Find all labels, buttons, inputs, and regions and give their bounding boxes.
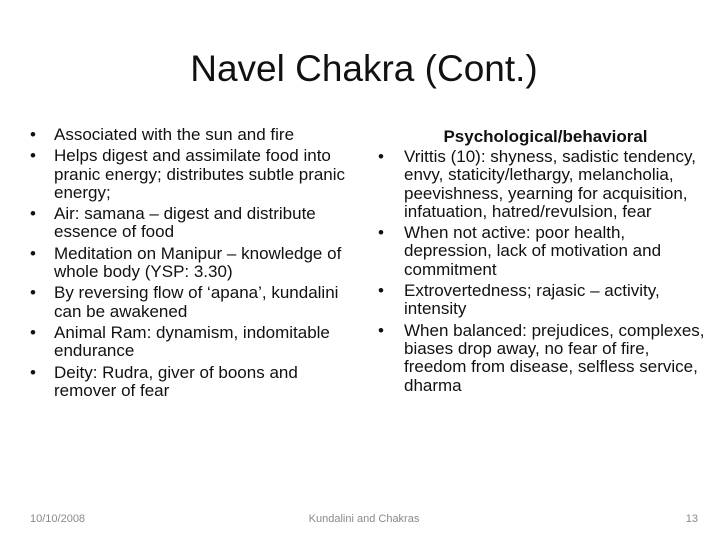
right-column-heading: Psychological/behavioral [443,127,648,146]
list-item [378,282,713,319]
bullet-icon: • [30,146,36,166]
list-item [378,148,713,221]
list-item-text: Deity: Rudra, giver of boons and remover of fear [54,362,298,400]
left-bullet-list [30,126,350,400]
list-item-text: Animal Ram: dynamism, indomitable endurance [54,322,330,361]
list-item-text: Air: samana – digest and distribute essence of food [54,204,316,242]
list-item [30,284,350,321]
list-item-text: When not active: poor health, depression, lack of motivation and commitment [404,223,662,279]
list-item [30,364,350,401]
footer-title: Kundalini and Chakras [308,513,420,525]
footer-date: 10/10/2008 [30,513,86,525]
bullet-icon: • [30,322,36,342]
bullet-icon: • [378,223,384,243]
list-item-text: Vrittis (10): shyness, sadistic tendency, envy, staticity/lethargy, melancholia, peevishness, yearning for acquisition, infatuation, hatred/revulsion, fear [404,147,696,221]
bullet-icon: • [30,283,36,303]
bullet-icon: • [30,243,36,263]
bullet-icon: • [378,320,384,340]
list-item-text: Helps digest and assimilate food into pranic energy; distributes subtle pranic energy; [54,146,346,202]
bullet-icon: • [30,204,36,224]
list-item [30,205,350,242]
list-item-text: When balanced: prejudices, complexes, biases drop away, no fear of fire, freedom from disease, selfless service, dharma [404,320,705,395]
list-item [378,322,713,395]
bullet-icon: • [30,125,36,144]
right-column [378,126,713,398]
bullet-icon: • [30,362,36,382]
right-bullet-list [378,148,713,395]
page-number: 13 [685,513,698,525]
list-item [30,245,350,282]
list-item [378,224,713,279]
list-item [30,147,350,202]
list-item [30,126,350,144]
slide-title: Navel Chakra (Cont.) [190,48,538,89]
list-item-text: Extrovertedness; rajasic – activity, intensity [404,281,660,319]
list-item-text: Meditation on Manipur – knowledge of whole body (YSP: 3.30) [54,243,342,282]
list-item [30,324,350,361]
bullet-icon: • [378,281,384,301]
list-item-text: Associated with the sun and fire [54,125,295,144]
left-column [30,126,350,403]
list-item-text: By reversing flow of ‘apana’, kundalini can be awakened [54,283,339,321]
bullet-icon: • [378,147,384,166]
